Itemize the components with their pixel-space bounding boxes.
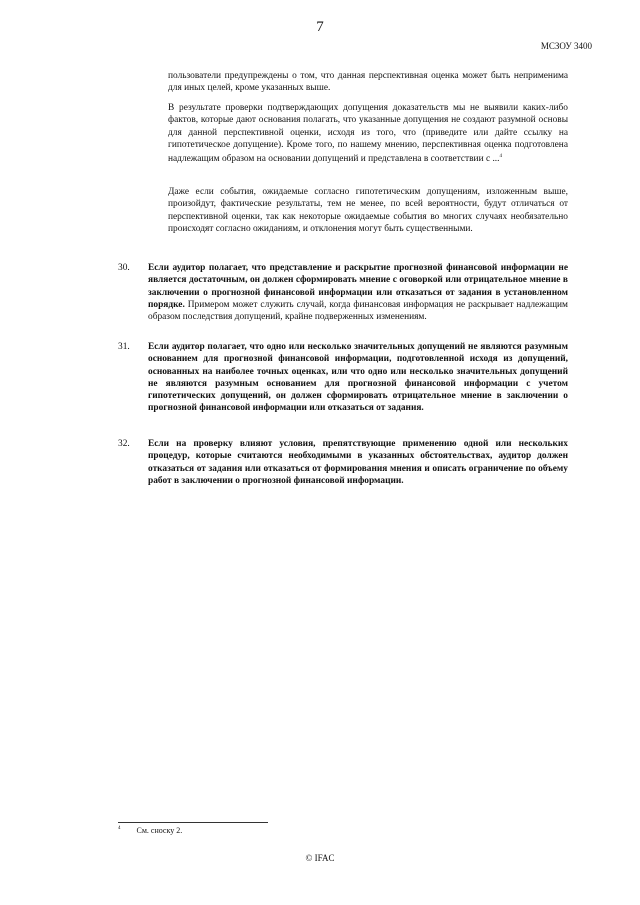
footnote-text: См. сноску 2.: [136, 826, 183, 835]
indented-paragraph-2-text: В результате проверки подтверждающих допущения доказательств мы не выявили каких-либо фактов, которые дают основания полагать, что указанные допущения не создают разумной основы для данной перспективной оценки, исходя из того, что (приведите или дайте ссылку на гипотетическое допущение). Кроме того, по нашему мнению, перспективная оценка подготовлена надлежащим образом на основании допущений и представлена в соответствии с ...: [168, 103, 568, 165]
paragraph-plain-text: Примером может служить случай, когда финансовая информация не раскрывает надлежащим образом последствия допущений, крайне подверженных изменениям.: [148, 299, 568, 323]
indented-paragraph-1: пользователи предупреждены о том, что данная перспективная оценка может быть неприменима для иных целей, кроме указанных выше.: [168, 71, 568, 94]
paragraph-bold-text: Если на проверку влияют условия, препятствующие применению одной или нескольких процедур, которые считаются необходимыми в указанных обстоятельствах, аудитор должен отказаться от задания или отказаться от формирования мнения и описать ограничение по объему работ в заключении о прогнозной финансовой информации.: [148, 439, 568, 486]
paragraph-number: 30.: [118, 263, 130, 273]
page-number: 7: [316, 19, 324, 35]
footnote-divider: [118, 822, 268, 823]
paragraph-bold-text: Если аудитор полагает, что одно или несколько значительных допущений не являются разумным основанием для прогнозной финансовой информации, подготовленной исходя из допущений, основанных на наиболее точных оценках, или что одно или несколько значительных допущений не являются разумным основанием для прогнозной финансовой информации с учетом гипотетических допущений, он должен сформировать отрицательное мнение в заключении о прогнозной финансовой информации или отказаться от задания.: [148, 342, 568, 414]
paragraph-number: 31.: [118, 342, 130, 352]
paragraph-number: 32.: [118, 439, 130, 449]
indented-paragraph-3: Даже если события, ожидаемые согласно гипотетическим допущениям, изложенным выше, произойдут, фактические результаты, тем не менее, по всей вероятности, будут отличаться от перспективной оценки, так как некоторые ожидаемые события во многих случаях необязательно происходят согласно ожиданиям, и отклонения могут быть существенными.: [168, 187, 568, 234]
indented-paragraph-2: [168, 102, 568, 166]
footnote-mark: 4: [118, 826, 121, 832]
document-code: МСЗОУ 3400: [540, 41, 592, 51]
footnote-reference: 4: [499, 154, 502, 160]
paragraph-bold-text: Если аудитор полагает, что представление и раскрытие прогнозной финансовой информации не является достаточным, он должен сформировать мнение с оговоркой или отрицательное мнение в заключении о прогнозной финансовой информации или отказаться от задания в установленном порядке.: [148, 263, 568, 310]
footnote: [118, 826, 418, 835]
copyright-footer: © IFAC: [305, 853, 335, 863]
